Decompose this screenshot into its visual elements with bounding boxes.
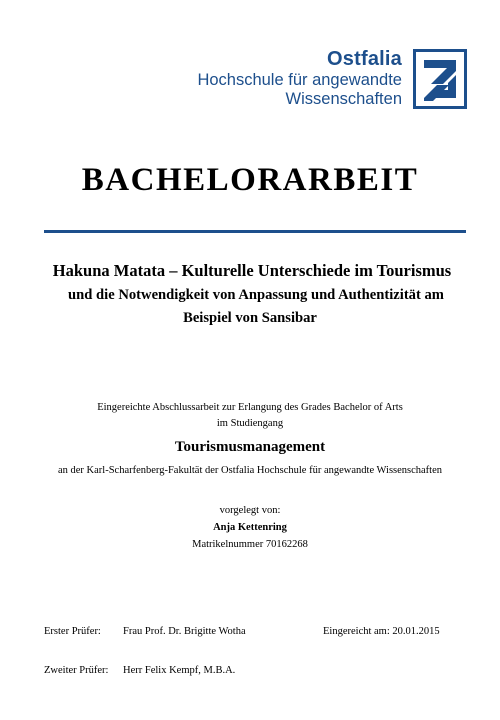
first-examiner-name: Frau Prof. Dr. Brigitte Wotha (123, 626, 246, 637)
second-examiner-name: Herr Felix Kempf, M.B.A. (123, 665, 236, 676)
author-info (0, 503, 500, 553)
study-program-label: im Studiengang (216, 418, 284, 430)
ostfalia-logo-icon (413, 49, 467, 109)
first-examiner-label: Erster Prüfer: (44, 626, 101, 637)
document-type-title: BACHELORARBEIT (81, 162, 419, 198)
degree-info (0, 400, 500, 479)
thesis-title-line1: Hakuna Matata – Kulturelle Unterschiede im Tourismus (52, 261, 452, 280)
thesis-title (30, 259, 470, 331)
university-name: Ostfalia (327, 48, 402, 70)
title-divider (44, 230, 466, 233)
author-name: Anja Kettenring (213, 521, 287, 533)
degree-statement: Eingereichte Abschlussarbeit zur Erlangung des Grades Bachelor of Arts (97, 402, 403, 413)
submission-date: Eingereicht am: 20.01.2015 (323, 626, 440, 637)
matriculation-number: Matrikelnummer 70162268 (192, 538, 308, 550)
presented-by-label: vorgelegt von: (219, 505, 281, 516)
second-examiner-label: Zweiter Prüfer: (44, 665, 109, 676)
university-logo-text (197, 48, 402, 109)
study-program: Tourismusmanagement (174, 438, 326, 455)
university-subtitle-line2: Wissenschaften (285, 90, 402, 109)
first-examiner-row (44, 626, 440, 637)
faculty-line: an der Karl-Scharfenberg-Fakultät der Ostfalia Hochschule für angewandte Wissenschaften (57, 464, 443, 476)
university-subtitle-line1: Hochschule für angewandte (197, 71, 402, 90)
thesis-title-line3: Beispiel von Sansibar (183, 310, 317, 327)
second-examiner-row (44, 665, 235, 676)
thesis-title-line2: und die Notwendigkeit von Anpassung und Authentizität am (68, 286, 444, 303)
